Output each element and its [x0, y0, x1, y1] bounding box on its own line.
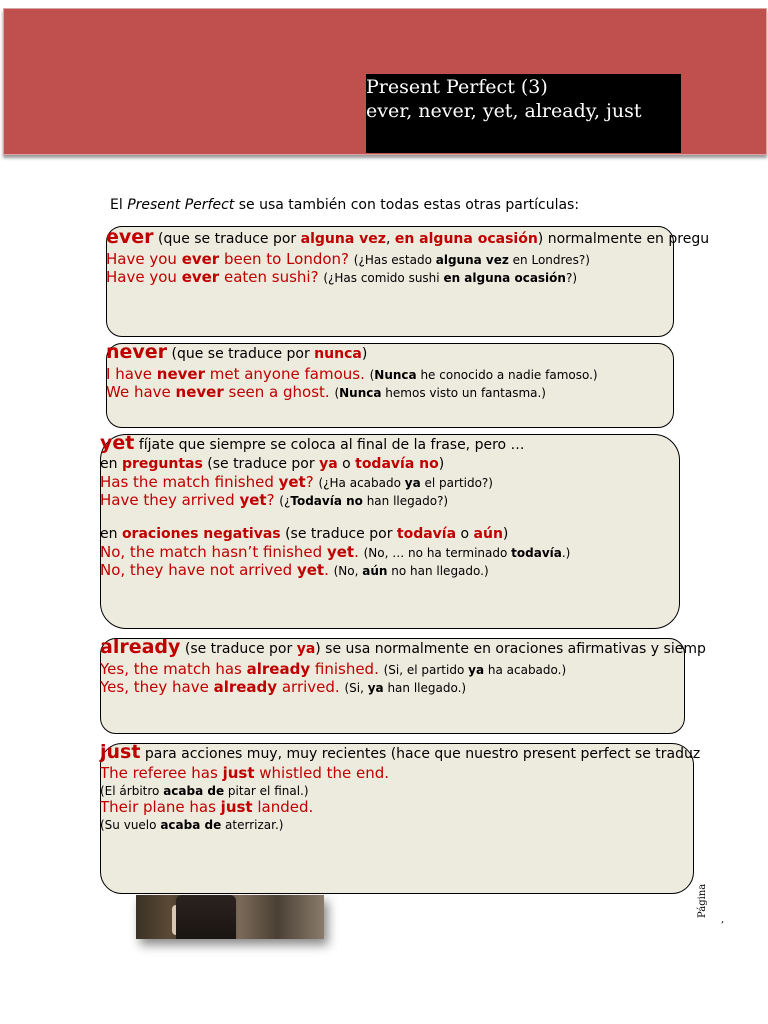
just-note-1: (El árbitro acaba de pitar el final.)	[100, 784, 309, 798]
page-label	[697, 883, 727, 930]
title-line-2: ever, never, yet, already, just	[366, 100, 642, 122]
ever-example-2: Have you ever eaten sushi? (¿Has comido sushi en alguna ocasión?)	[106, 268, 578, 286]
yet-questions-header: en preguntas (se traduce por ya o todavía no)	[100, 456, 445, 472]
never-desc-end: )	[361, 346, 368, 362]
just-content	[100, 743, 700, 832]
yet-example-2: Have they arrived yet? (¿Todavía no han llegado?)	[100, 491, 449, 509]
already-keyword: already	[100, 636, 181, 658]
ever-desc-bold: alguna vez	[300, 231, 386, 247]
photo-figure	[176, 895, 236, 939]
yet-example-1: Has the match finished yet? (¿Ha acabado ya el partido?)	[100, 473, 493, 491]
intro-paragraph	[110, 197, 579, 213]
never-desc-bold: nunca	[314, 346, 362, 362]
yet-example-3: No, the match hasn’t finished yet. (No, … no ha terminado todavía.)	[100, 543, 571, 561]
intro-text-end: se usa también con todas estas otras partículas:	[234, 197, 580, 213]
yet-keyword: yet	[100, 432, 135, 454]
already-content	[100, 638, 706, 696]
title-line-1: Present Perfect (3)	[366, 76, 548, 98]
never-desc: (que se traduce por	[171, 346, 315, 362]
just-desc: para acciones muy, muy recientes (hace que nuestro present perfect se traduz	[144, 746, 701, 762]
never-example-1: I have never met anyone famous. (Nunca he conocido a nadie famoso.)	[106, 365, 598, 383]
just-note-2: (Su vuelo acaba de aterrizar.)	[100, 818, 284, 832]
referee-photo	[136, 895, 324, 939]
page-label-text: Página	[697, 883, 708, 918]
never-content	[106, 343, 598, 401]
already-desc-end: ) se usa normalmente en oraciones afirmativas y siemp	[315, 641, 706, 657]
intro-italic: Present Perfect	[127, 197, 235, 213]
ever-desc-sep: ,	[385, 231, 395, 247]
ever-desc: (que se traduce por	[153, 231, 301, 247]
intro-text: El	[110, 197, 128, 213]
just-example-2: Their plane has just landed.	[100, 798, 314, 816]
ever-desc-end: ) normalmente en pregu	[537, 231, 710, 247]
ever-content	[106, 228, 709, 286]
ever-keyword: ever	[106, 226, 154, 248]
yet-example-4: No, they have not arrived yet. (No, aún no han llegado.)	[100, 561, 489, 579]
ever-example-1: Have you ever been to London? (¿Has estado alguna vez en Londres?)	[106, 250, 590, 268]
just-example-1: The referee has just whistled the end.	[100, 764, 390, 782]
just-keyword: just	[100, 741, 141, 763]
yet-content	[100, 434, 570, 579]
never-example-2: We have never seen a ghost. (Nunca hemos visto un fantasma.)	[106, 383, 546, 401]
page-separator: ,	[721, 914, 725, 925]
already-example-1: Yes, the match has already finished. (Si, el partido ya ha acabado.)	[100, 660, 567, 678]
already-example-2: Yes, they have already arrived. (Si, ya han llegado.)	[100, 678, 467, 696]
yet-negatives-header: en oraciones negativas (se traduce por todavía o aún)	[100, 526, 509, 542]
already-desc-bold: ya	[296, 641, 316, 657]
title-box	[366, 74, 681, 153]
yet-desc: fíjate que siempre se coloca al final de la frase, pero …	[138, 437, 525, 453]
already-desc: (se traduce por	[184, 641, 297, 657]
ever-desc-bold-2: en alguna ocasión	[394, 231, 538, 247]
never-keyword: never	[106, 341, 168, 363]
